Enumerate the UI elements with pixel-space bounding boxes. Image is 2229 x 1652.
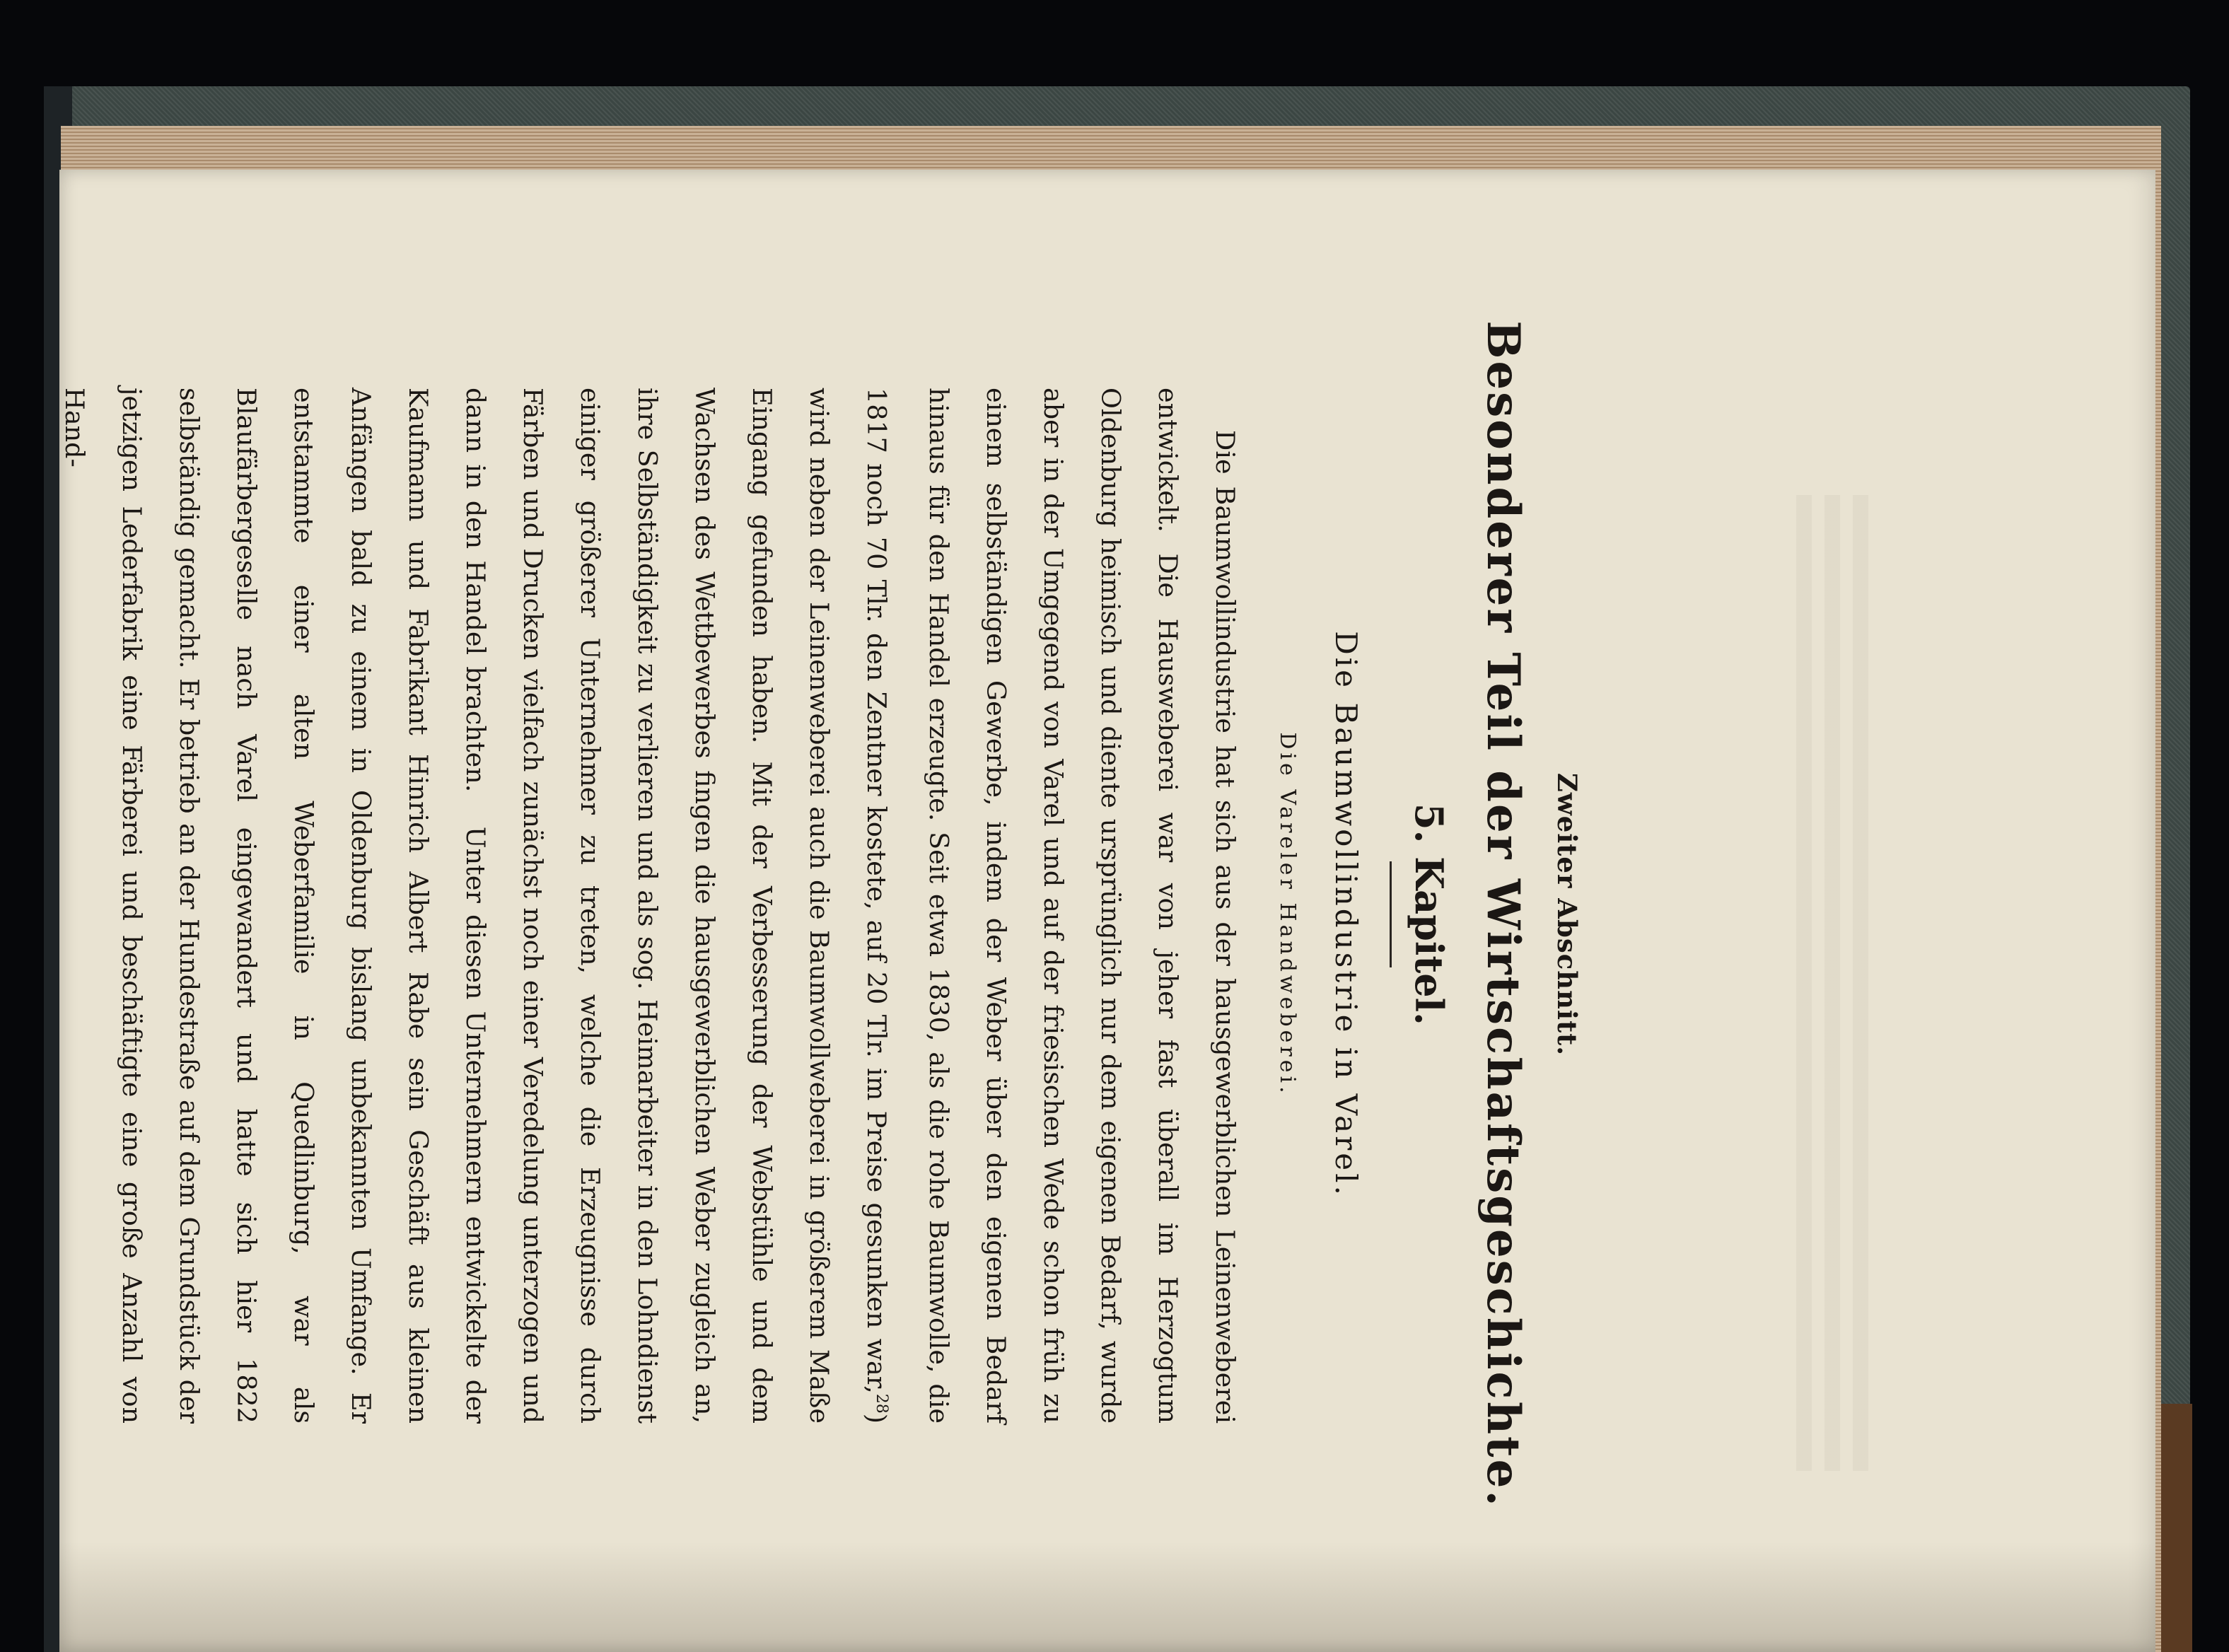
paragraph (46, 388, 1254, 1424)
part-title: Besonderer Teil der Wirtschaftsgeschichte. (1477, 320, 1530, 1508)
body-text (46, 388, 1254, 1424)
paragraph-text-end: Unter diesen Unternehmern entwickelte der Kaufmann und Fabrikant Hinrich Albert Rabe sein Geschäft aus kleinen Anfängen bald zu einem in Oldenburg bislang unbekannten Umfange. Er entstammte einer alten Weberfamilie in Quedlinburg, war als Blaufärbergeselle nach Varel eingewandert und hatte sich hier 1822 selbständig gemacht. Er betrieb an der Hundestraße auf dem Grundstück der jetzigen Lederfabrik eine Färberei und beschäftigte eine große Anzahl von Hand- (59, 388, 491, 1424)
paragraph-text-cont: ) wird neben der Leinenweberei auch die Baumwollweberei in größerem Maße Eingang gefunden haben. Mit der Verbesserung der Webstühle und dem Wachsen des Wettbewerbes fingen die hausgewerblichen Weber zugleich an, ihre Selbständigkeit zu verlieren und als sog. Heimarbeiter in den Lohndienst einiger größerer Unternehmer zu treten, welche die Erzeugnisse durch Färben und Drucken vielfach zunächst noch einer Veredelung unterzogen und dann in den Handel brachten. (460, 388, 892, 1424)
chapter-rule (1390, 861, 1392, 967)
section-label: Zweiter Abschnitt. (1552, 772, 1583, 1057)
paragraph-text: Die Baumwollindustrie hat sich aus der hausgewerblichen Leinenweberei entwickelt. Die Hausweberei war von jeher fast überall im Herzogtum Oldenburg heimisch und diente ursprünglich nur dem eigenen Bedarf, wurde aber in der Umgegend von Varel und auf der friesischen Wede schon früh zu einem selbständigen Gewerbe, indem der Weber über den eigenen Bedarf hinaus für den Handel erzeugte. Seit etwa 1830, als die rohe Baumwolle, die 1817 noch 70 Tlr. den Zentner kostete, auf 20 Tlr. im Preise gesunken war, (861, 388, 1240, 1424)
chapter-title: Die Baumwollindustrie in Varel. (1329, 631, 1363, 1198)
rotated-text-block (59, 225, 1604, 1604)
subheading: Die Vareler Handweberei. (1275, 732, 1300, 1097)
show-through-text (1796, 495, 1881, 1471)
footnote-ref: 28 (873, 1393, 890, 1414)
chapter-number: 5. Kapitel. (1407, 803, 1452, 1025)
